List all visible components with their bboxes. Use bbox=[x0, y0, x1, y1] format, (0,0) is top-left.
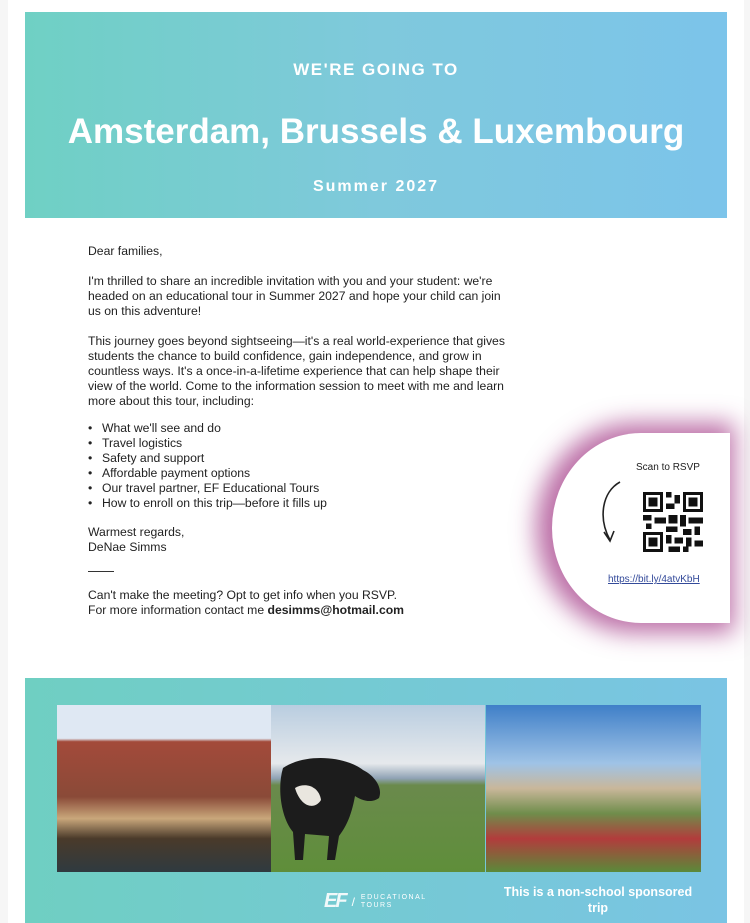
cow-image bbox=[275, 748, 383, 863]
rsvp-link[interactable]: https://bit.ly/4atvKbH bbox=[608, 574, 700, 585]
rsvp-label: Scan to RSVP bbox=[636, 462, 700, 473]
non-school-notice: This is a non-school sponsored trip bbox=[503, 885, 693, 915]
ef-logo-text-line2: TOURS bbox=[360, 901, 393, 909]
list-item: • Affordable payment options bbox=[102, 466, 508, 481]
ef-logo-text bbox=[361, 894, 427, 910]
paragraph-invitation: I'm thrilled to share an incredible invitation with you and your student: we're headed on an educational tour in Summer 2027 and hope your child can join us on this adventure! bbox=[88, 274, 501, 318]
topics-list bbox=[88, 421, 508, 511]
greeting: Dear families, bbox=[88, 244, 163, 258]
curved-arrow-icon bbox=[596, 478, 626, 548]
header-banner bbox=[25, 12, 727, 218]
divider bbox=[88, 571, 114, 572]
footer-note: Can't make the meeting? Opt to get info when you RSVP. bbox=[88, 588, 398, 602]
paragraph-journey: This journey goes beyond sightseeing—it's a real world-experience that gives students the chance to build confidence, gain independence, and grow in countless ways. It's a once-in-a-lifetime experience that can help shape their view of the world. Come to the information session to meet with me and learn more about this tour, including: bbox=[88, 334, 505, 408]
list-item: • Safety and support bbox=[102, 451, 508, 466]
list-item: • What we'll see and do bbox=[102, 421, 508, 436]
list-item: • How to enroll on this trip—before it fills up bbox=[102, 496, 508, 511]
amsterdam-canal-photo bbox=[57, 705, 271, 872]
qr-code-icon[interactable] bbox=[643, 492, 703, 552]
ef-logo-text-line1: EDUCATIONAL bbox=[360, 893, 427, 901]
closing: Warmest regards, bbox=[88, 525, 185, 539]
contact-prefix: For more information contact me bbox=[88, 603, 268, 617]
header-season: Summer 2027 bbox=[312, 178, 440, 195]
ef-logo-mark: EF bbox=[324, 890, 346, 912]
ef-logo bbox=[324, 890, 427, 913]
letter-body bbox=[88, 244, 508, 618]
brussels-garden-photo bbox=[486, 705, 701, 872]
logo-separator: / bbox=[351, 894, 355, 909]
header-kicker: WE'RE GOING TO bbox=[293, 60, 459, 79]
contact-email[interactable]: desimms@hotmail.com bbox=[267, 603, 405, 617]
list-item: • Our travel partner, EF Educational Tours bbox=[102, 481, 508, 496]
contact-line bbox=[88, 603, 508, 618]
list-item: • Travel logistics bbox=[102, 436, 508, 451]
page-title: Amsterdam, Brussels & Luxembourg bbox=[67, 112, 685, 151]
signature: DeNae Simms bbox=[88, 540, 167, 554]
